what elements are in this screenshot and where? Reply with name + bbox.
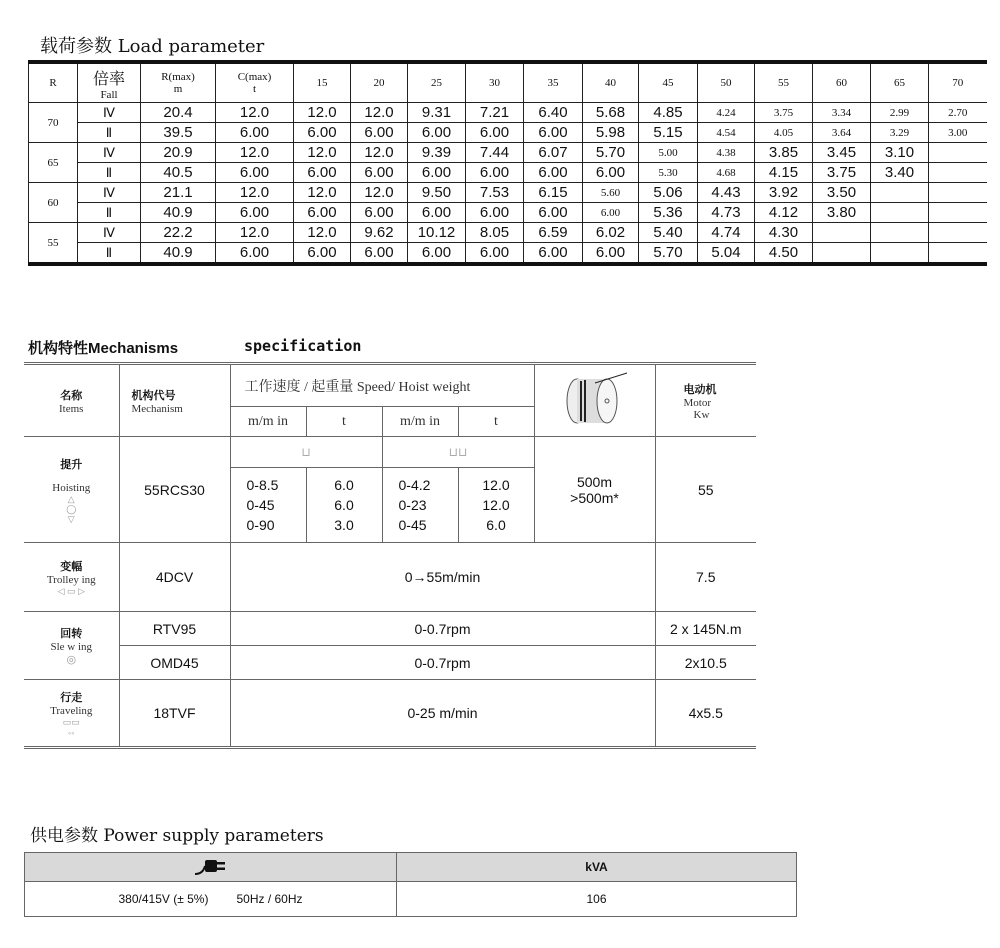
header-radius: 45 xyxy=(639,62,698,103)
cell-load: 5.00 xyxy=(639,143,698,163)
items-cn: 名称 xyxy=(60,389,83,402)
cell-load: 6.00 xyxy=(524,243,583,265)
header-radius: 15 xyxy=(294,62,351,103)
cell-rmax: 22.2 xyxy=(141,223,216,243)
cell-load: 6.59 xyxy=(524,223,583,243)
header-r: R xyxy=(29,62,78,103)
cell-load: 6.00 xyxy=(583,203,639,223)
header-rmax xyxy=(141,62,216,103)
cell-load: 3.80 xyxy=(813,203,871,223)
rope-length xyxy=(534,437,655,543)
cell-load: 12.0 xyxy=(294,223,351,243)
cell-cmax: 6.00 xyxy=(216,163,294,183)
hoist-en: Hoisting xyxy=(52,481,91,494)
cell-load: 5.30 xyxy=(639,163,698,183)
v: 0-45 xyxy=(398,517,427,533)
header-radius: 40 xyxy=(583,62,639,103)
header-fall-en: Fall xyxy=(100,88,118,101)
header-radius: 35 xyxy=(524,62,583,103)
cell-load: 6.00 xyxy=(351,163,408,183)
slew-cn: 回转 xyxy=(60,628,83,640)
load-table xyxy=(28,60,987,266)
cmax-unit: t xyxy=(252,83,257,95)
motor-cn: 电动机 xyxy=(683,383,717,396)
cell-load: 5.70 xyxy=(639,243,698,265)
frequency: 50Hz / 60Hz xyxy=(236,892,303,906)
rope-over-500: >500m* xyxy=(570,489,619,506)
mech-cn: 机构代号 xyxy=(131,389,176,402)
slew-kw1: 2 x 145N.m xyxy=(655,612,756,646)
cell-load: 6.00 xyxy=(294,203,351,223)
cell-load xyxy=(929,203,987,223)
cell-load: 12.0 xyxy=(294,103,351,123)
cell-load: 12.0 xyxy=(294,183,351,203)
kva-header: kVA xyxy=(397,853,797,882)
cell-load xyxy=(871,243,929,265)
table-row xyxy=(29,123,987,143)
cell-fall: Ⅳ xyxy=(78,103,141,123)
power-table xyxy=(24,852,797,917)
cell-fall: Ⅱ xyxy=(78,203,141,223)
rmax-label: R(max) xyxy=(161,71,195,83)
cell-load: 6.40 xyxy=(524,103,583,123)
cell-load: 6.00 xyxy=(408,243,466,265)
cell-load: 8.05 xyxy=(466,223,524,243)
cell-rmax: 20.9 xyxy=(141,143,216,163)
header-motor xyxy=(655,364,756,437)
slew-code1: RTV95 xyxy=(119,612,230,646)
v: 6.0 xyxy=(334,497,354,513)
cell-load: 4.43 xyxy=(698,183,755,203)
cell-load: 9.31 xyxy=(408,103,466,123)
cell-fall: Ⅱ xyxy=(78,163,141,183)
cell-load: 2.99 xyxy=(871,103,929,123)
cell-r: 70 xyxy=(29,103,78,143)
v: 0-4.2 xyxy=(398,477,431,493)
slewing-label xyxy=(24,612,119,680)
header-mechanism xyxy=(119,364,230,437)
cell-fall: Ⅳ xyxy=(78,223,141,243)
cell-load: 12.0 xyxy=(351,103,408,123)
cell-load: 6.00 xyxy=(294,163,351,183)
travel-kw: 4x5.5 xyxy=(655,680,756,748)
kva-value: 106 xyxy=(397,882,797,917)
cell-load: 7.44 xyxy=(466,143,524,163)
hoist-speed2 xyxy=(382,468,458,543)
hoist-code: 55RCS30 xyxy=(119,437,230,543)
cell-load: 5.68 xyxy=(583,103,639,123)
cell-load: 4.85 xyxy=(639,103,698,123)
cell-rmax: 21.1 xyxy=(141,183,216,203)
travel-icon: ▭▭ ◦◦ xyxy=(62,716,80,738)
cell-load: 6.00 xyxy=(466,163,524,183)
cell-load: 5.60 xyxy=(583,183,639,203)
plug-icon xyxy=(25,853,397,882)
cell-fall: Ⅱ xyxy=(78,123,141,143)
header-radius: 30 xyxy=(466,62,524,103)
cell-load: 9.62 xyxy=(351,223,408,243)
traveling-label xyxy=(24,680,119,748)
cell-r: 65 xyxy=(29,143,78,183)
cell-load: 4.12 xyxy=(755,203,813,223)
power-spec xyxy=(25,882,397,917)
header-radius: 25 xyxy=(408,62,466,103)
v: 3.0 xyxy=(334,517,354,533)
cell-rmax: 40.9 xyxy=(141,243,216,265)
col-t2: t xyxy=(458,407,534,437)
slew-speed1: 0-0.7rpm xyxy=(230,612,655,646)
cell-load: 6.00 xyxy=(524,123,583,143)
cell-fall: Ⅳ xyxy=(78,143,141,163)
hook-single-icon: ⊔ xyxy=(230,437,382,468)
voltage: 380/415V (± 5%) xyxy=(118,892,209,906)
header-fall-cn: 倍率 xyxy=(92,70,125,88)
hoisting-label xyxy=(24,437,119,543)
slew-icon: ◎ xyxy=(66,654,77,666)
cell-load: 6.15 xyxy=(524,183,583,203)
cell-load: 4.05 xyxy=(755,123,813,143)
cell-load: 6.00 xyxy=(408,203,466,223)
cell-load: 4.74 xyxy=(698,223,755,243)
table-row xyxy=(29,223,987,243)
cell-cmax: 12.0 xyxy=(216,183,294,203)
header-fall xyxy=(78,62,141,103)
slew-code2: OMD45 xyxy=(119,646,230,680)
header-radius: 55 xyxy=(755,62,813,103)
drum-icon xyxy=(534,364,655,437)
hoist-arrows-icon: △ ◯ ▽ xyxy=(66,493,77,524)
slew-en: Sle w ing xyxy=(50,641,93,653)
cell-load: 6.00 xyxy=(294,123,351,143)
travel-code: 18TVF xyxy=(119,680,230,748)
cell-cmax: 6.00 xyxy=(216,203,294,223)
cell-load: 3.29 xyxy=(871,123,929,143)
table-row xyxy=(29,243,987,265)
mech-subtitle: specification xyxy=(244,337,362,355)
cell-load: 5.98 xyxy=(583,123,639,143)
cell-load: 9.50 xyxy=(408,183,466,203)
cell-load: 4.73 xyxy=(698,203,755,223)
hook-double-icon: ⊔⊔ xyxy=(382,437,534,468)
cell-r: 55 xyxy=(29,223,78,265)
cell-load: 6.07 xyxy=(524,143,583,163)
cell-load: 3.34 xyxy=(813,103,871,123)
cell-cmax: 6.00 xyxy=(216,243,294,265)
header-radius: 60 xyxy=(813,62,871,103)
cell-load: 6.00 xyxy=(466,243,524,265)
cell-load: 6.00 xyxy=(351,123,408,143)
cell-load: 6.00 xyxy=(524,163,583,183)
cell-load: 3.40 xyxy=(871,163,929,183)
hoist-t2 xyxy=(458,468,534,543)
cell-load: 3.75 xyxy=(813,163,871,183)
cell-load: 12.0 xyxy=(351,183,408,203)
table-row xyxy=(29,103,987,123)
slew-kw2: 2x10.5 xyxy=(655,646,756,680)
cell-load xyxy=(871,203,929,223)
trolley-en: Trolley ing xyxy=(46,573,96,586)
v: 6.0 xyxy=(486,517,506,533)
table-row xyxy=(29,183,987,203)
cell-load: 3.45 xyxy=(813,143,871,163)
col-t1: t xyxy=(306,407,382,437)
rope-500: 500m xyxy=(576,473,613,490)
mech-title: 机构特性Mechanisms xyxy=(28,340,179,357)
cell-load: 6.00 xyxy=(408,123,466,143)
v: 0-23 xyxy=(398,497,427,513)
cell-load: 7.53 xyxy=(466,183,524,203)
cell-load xyxy=(929,143,987,163)
cell-load: 6.00 xyxy=(466,123,524,143)
col-speed2: m/m in xyxy=(382,407,458,437)
motor-kw: Kw xyxy=(693,408,710,421)
rmax-unit: m xyxy=(173,83,183,95)
v: 12.0 xyxy=(482,497,510,513)
mech-en: Mechanism xyxy=(131,402,183,415)
col-speed1: m/m in xyxy=(230,407,306,437)
cell-load: 6.00 xyxy=(524,203,583,223)
trolley-code: 4DCV xyxy=(119,543,230,612)
v: 6.0 xyxy=(334,477,354,493)
cell-load: 6.00 xyxy=(408,163,466,183)
travel-en: Traveling xyxy=(50,704,93,717)
power-title: 供电参数 Power supply parameters xyxy=(30,826,324,846)
cell-load xyxy=(813,243,871,265)
table-row xyxy=(29,203,987,223)
trolley-kw: 7.5 xyxy=(655,543,756,612)
cell-r: 60 xyxy=(29,183,78,223)
cell-load: 3.00 xyxy=(929,123,987,143)
cmax-label: C(max) xyxy=(237,71,272,83)
cell-load: 12.0 xyxy=(294,143,351,163)
cell-load: 3.10 xyxy=(871,143,929,163)
cell-load: 6.00 xyxy=(583,163,639,183)
cell-load xyxy=(929,243,987,265)
cell-load xyxy=(871,223,929,243)
v: 0-45 xyxy=(246,497,275,513)
cell-load xyxy=(929,223,987,243)
header-radius: 50 xyxy=(698,62,755,103)
cell-load: 4.24 xyxy=(698,103,755,123)
cell-load: 4.38 xyxy=(698,143,755,163)
cell-load: 12.0 xyxy=(351,143,408,163)
cell-rmax: 39.5 xyxy=(141,123,216,143)
travel-speed: 0-25 m/min xyxy=(230,680,655,748)
cell-cmax: 12.0 xyxy=(216,143,294,163)
cell-load: 6.02 xyxy=(583,223,639,243)
hoist-t1 xyxy=(306,468,382,543)
cell-cmax: 12.0 xyxy=(216,223,294,243)
cell-load: 10.12 xyxy=(408,223,466,243)
cell-load: 6.00 xyxy=(351,203,408,223)
v: 0-8.5 xyxy=(246,477,279,493)
cell-load: 3.50 xyxy=(813,183,871,203)
cell-load: 4.54 xyxy=(698,123,755,143)
cell-load: 6.00 xyxy=(583,243,639,265)
cell-load: 3.85 xyxy=(755,143,813,163)
cell-load: 4.50 xyxy=(755,243,813,265)
slew-speed2: 0-0.7rpm xyxy=(230,646,655,680)
hoist-cn: 提升 xyxy=(60,458,83,471)
hoist-speed1 xyxy=(230,468,306,543)
cell-load: 4.68 xyxy=(698,163,755,183)
cell-cmax: 6.00 xyxy=(216,123,294,143)
motor-en: Motor xyxy=(683,396,711,409)
cell-fall: Ⅳ xyxy=(78,183,141,203)
table-row xyxy=(29,163,987,183)
trolley-cn: 变幅 xyxy=(60,560,83,573)
cell-load: 5.36 xyxy=(639,203,698,223)
cell-load: 9.39 xyxy=(408,143,466,163)
cell-load: 5.04 xyxy=(698,243,755,265)
cell-fall: Ⅱ xyxy=(78,243,141,265)
cell-load xyxy=(929,183,987,203)
cell-load: 6.00 xyxy=(351,243,408,265)
trolley-speed: 0→55m/min xyxy=(230,543,655,612)
v: 12.0 xyxy=(482,477,510,493)
cell-load: 6.00 xyxy=(294,243,351,265)
cell-load xyxy=(871,183,929,203)
header-cmax xyxy=(216,62,294,103)
table-row xyxy=(29,143,987,163)
items-en: Items xyxy=(59,402,84,415)
cell-load: 5.40 xyxy=(639,223,698,243)
v: 0-90 xyxy=(246,517,275,533)
header-radius: 70 xyxy=(929,62,987,103)
cell-load xyxy=(929,163,987,183)
travel-cn: 行走 xyxy=(60,691,83,704)
cell-load: 4.15 xyxy=(755,163,813,183)
header-radius: 20 xyxy=(351,62,408,103)
header-speed: 工作速度 / 起重量 Speed/ Hoist weight xyxy=(230,364,534,407)
cell-load: 5.15 xyxy=(639,123,698,143)
trolley-icon: ◁ ▭ ▷ xyxy=(57,585,85,596)
cell-load: 3.92 xyxy=(755,183,813,203)
cell-load: 7.21 xyxy=(466,103,524,123)
load-title: 载荷参数 Load parameter xyxy=(40,36,265,57)
cell-rmax: 20.4 xyxy=(141,103,216,123)
cell-load: 2.70 xyxy=(929,103,987,123)
hoist-kw: 55 xyxy=(655,437,756,543)
header-radius: 65 xyxy=(871,62,929,103)
cell-load: 6.00 xyxy=(466,203,524,223)
cell-load: 3.64 xyxy=(813,123,871,143)
cell-cmax: 12.0 xyxy=(216,103,294,123)
cell-rmax: 40.5 xyxy=(141,163,216,183)
cell-load: 5.06 xyxy=(639,183,698,203)
cell-load xyxy=(813,223,871,243)
header-items xyxy=(24,364,119,437)
cell-load: 5.70 xyxy=(583,143,639,163)
cell-load: 4.30 xyxy=(755,223,813,243)
trolley-label xyxy=(24,543,119,612)
mechanisms-table xyxy=(24,362,756,749)
cell-rmax: 40.9 xyxy=(141,203,216,223)
cell-load: 3.75 xyxy=(755,103,813,123)
